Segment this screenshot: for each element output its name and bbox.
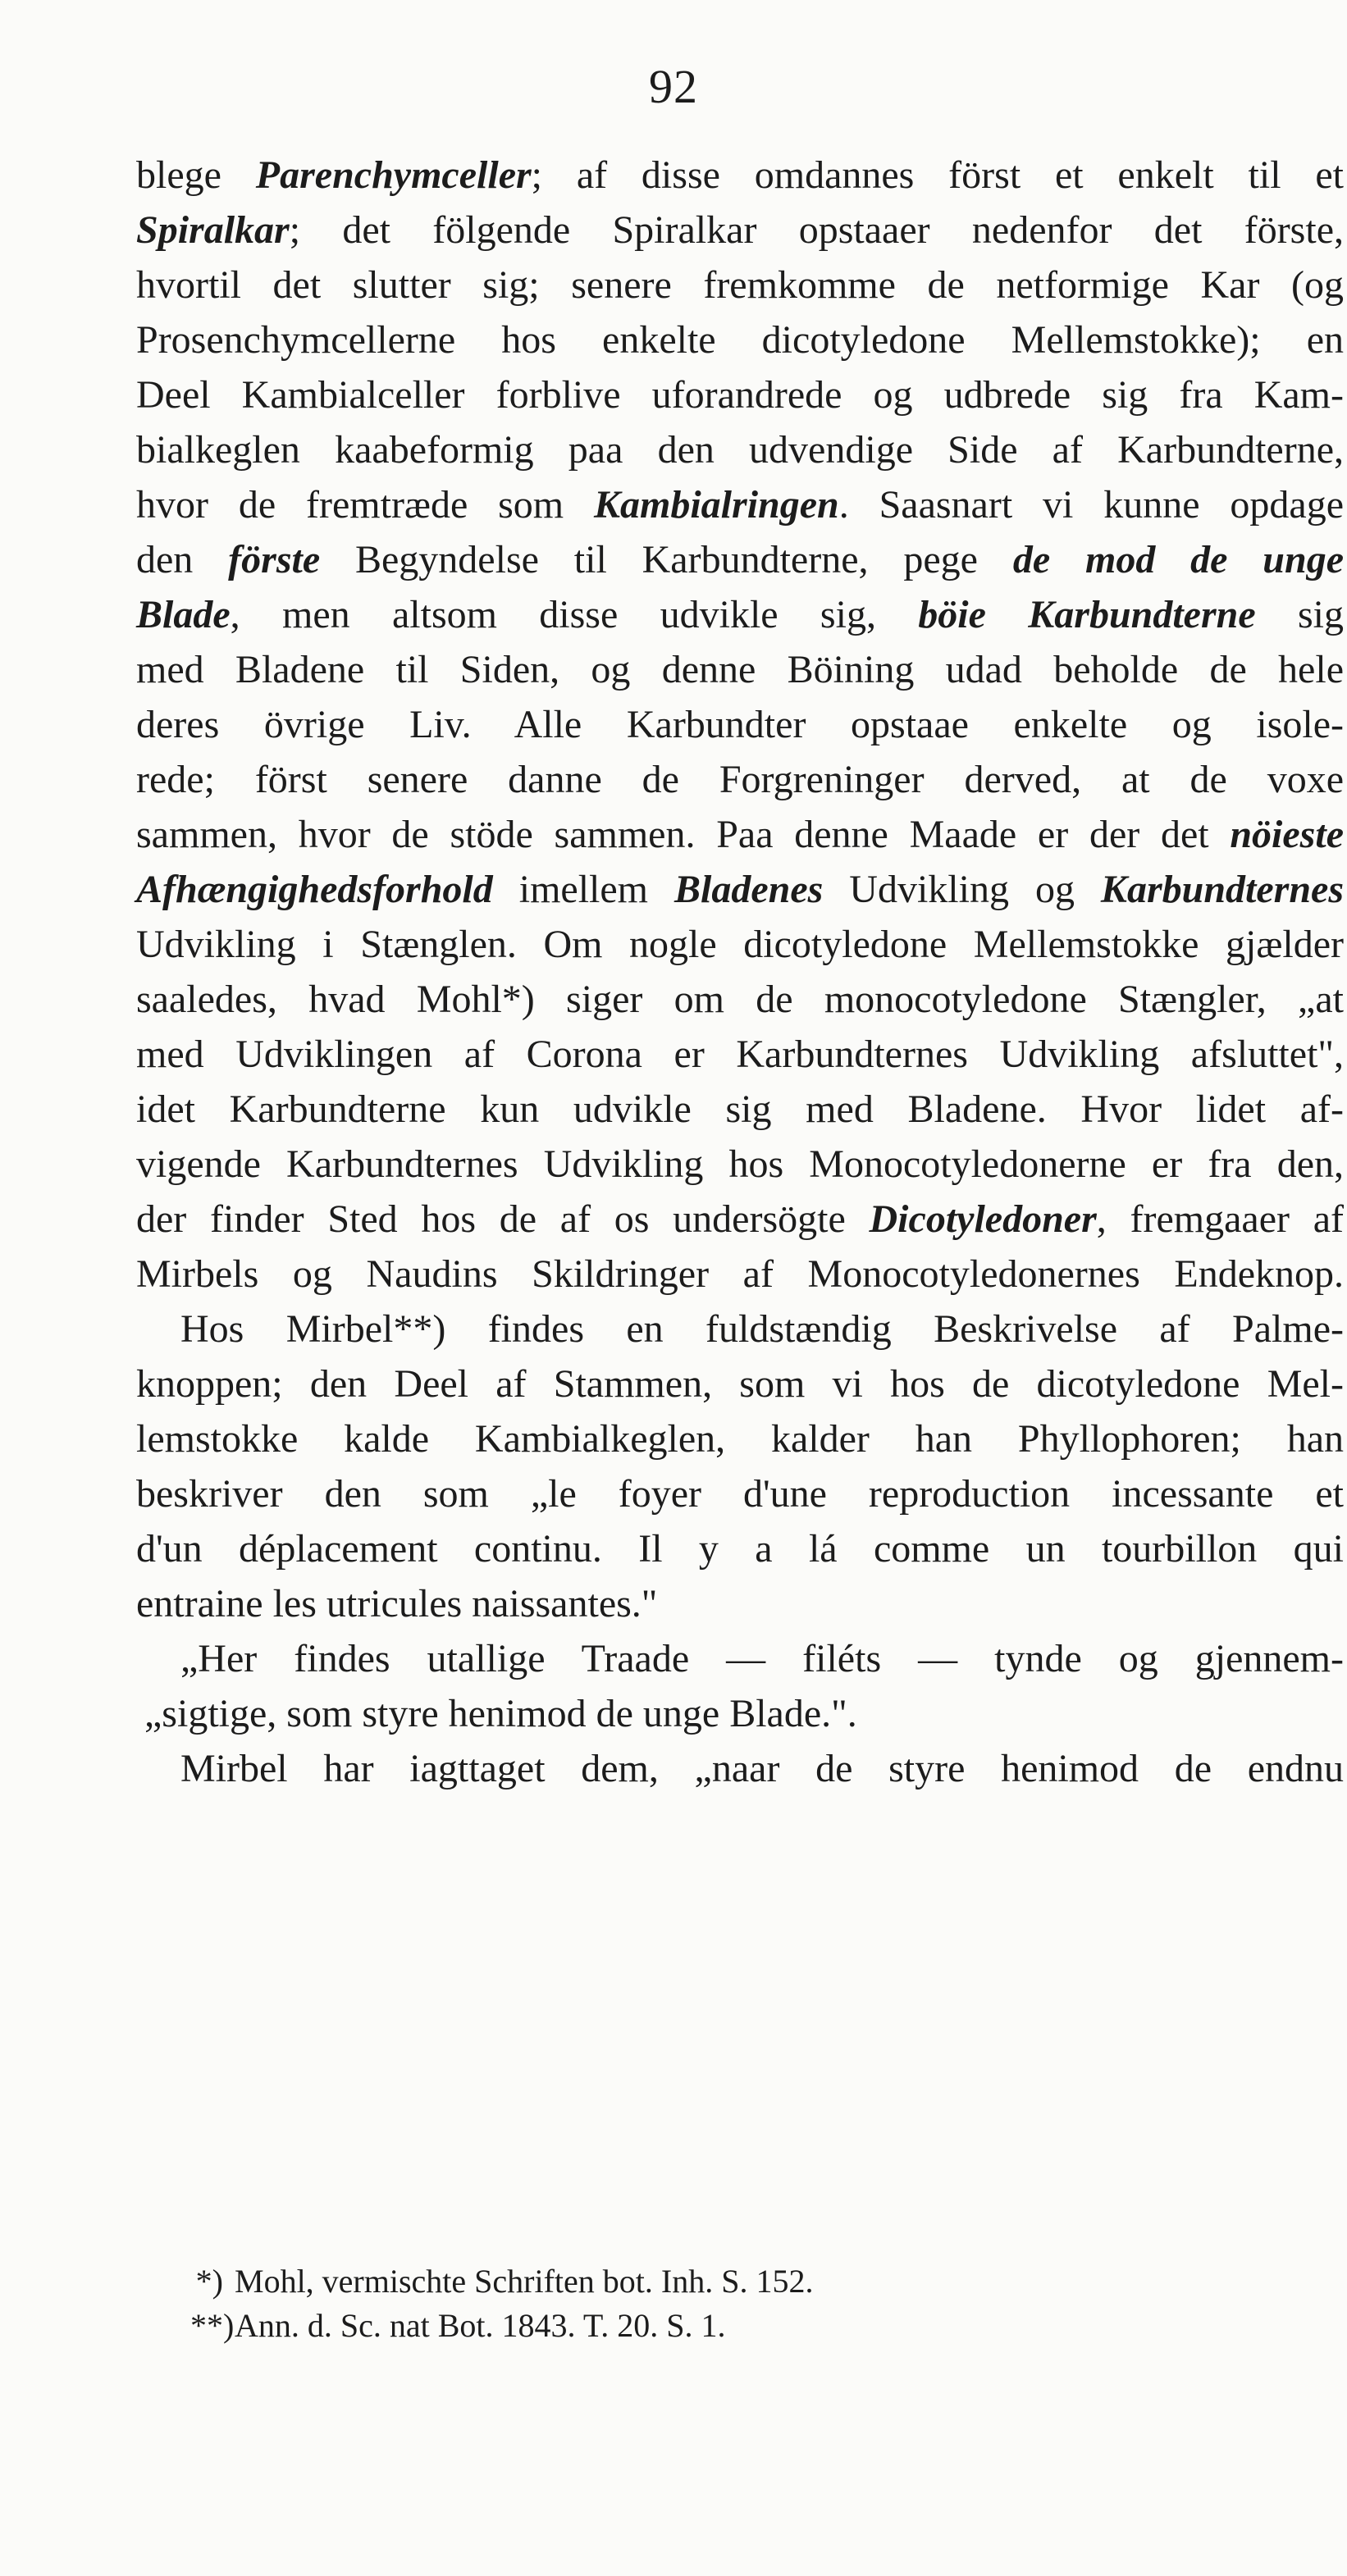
- line-content: „sigtige, som styre henimod de unge Blade.".: [144, 1692, 857, 1735]
- text-line: [136, 807, 1344, 862]
- line-content: „Her findes utallige Traade — filéts — tynde og gjennem-: [180, 1637, 1344, 1680]
- line-content: rede; först senere danne de Forgreninger derved, at de voxe: [136, 758, 1344, 801]
- text-line: [136, 1027, 1344, 1082]
- text-line: [136, 1466, 1344, 1521]
- line-content: hvortil det slutter sig; senere fremkomme de netformige Kar (og: [136, 263, 1344, 307]
- text-line: [136, 1686, 1344, 1741]
- emphasis: Kambialringen: [593, 483, 839, 527]
- emphasis: nöieste: [1230, 813, 1344, 856]
- line-content: d'un déplacement continu. Il y a lá comme un tourbillon qui: [136, 1527, 1344, 1571]
- line-content: med Bladene til Siden, og denne Böining udad beholde de hele: [136, 648, 1344, 691]
- emphasis: Spiralkar: [136, 208, 290, 252]
- text-line: [136, 1521, 1344, 1576]
- line-content: bialkeglen kaabeformig paa den udvendige Side af Karbundterne,: [136, 428, 1344, 472]
- text-line: [136, 752, 1344, 807]
- line-content: entraine les utricules naissantes.": [136, 1582, 658, 1625]
- text-line: [136, 1356, 1344, 1411]
- line-content: Hos Mirbel**) findes en fuldstændig Beskrivelse af Palme-: [180, 1307, 1344, 1351]
- line-content: Prosenchymcellerne hos enkelte dicotyledone Mellemstokke); en: [136, 318, 1344, 362]
- line-content: saaledes, hvad Mohl*) siger om de monocotyledone Stængler, „at: [136, 978, 1344, 1021]
- line-content: der finder Sted hos de af os undersögte Dicotyledoner, fremgaaer af: [136, 1197, 1345, 1241]
- text-line: [136, 203, 1344, 258]
- text-line: [136, 258, 1344, 312]
- footnote: [190, 2304, 1093, 2348]
- text-line: [136, 148, 1344, 203]
- line-content: den förste Begyndelse til Karbundterne, pege de mod de unge: [136, 538, 1345, 581]
- emphasis: förste: [228, 538, 321, 581]
- line-content: Spiralkar; det fölgende Spiralkar opstaaer nedenfor det förste,: [136, 208, 1344, 252]
- text-line: [136, 862, 1344, 917]
- text-line: [136, 312, 1344, 367]
- text-line: [136, 972, 1344, 1027]
- line-content: deres övrige Liv. Alle Karbundter opstaae enkelte og isole-: [136, 703, 1344, 746]
- body-text: [136, 148, 1344, 1796]
- text-line: [136, 422, 1344, 477]
- text-line: [136, 1247, 1344, 1302]
- emphasis: Parenchymceller: [255, 153, 532, 197]
- emphasis: de mod de unge: [1012, 538, 1345, 581]
- line-content: sammen, hvor de stöde sammen. Paa denne Maade er der det nöieste: [136, 813, 1344, 856]
- line-content: vigende Karbundternes Udvikling hos Monocotyledonerne er fra den,: [136, 1142, 1344, 1186]
- text-line: [136, 1741, 1344, 1796]
- line-content: Blade, men altsom disse udvikle sig, böie Karbundterne sig: [136, 593, 1345, 636]
- page-number: 92: [649, 60, 698, 113]
- emphasis: Bladenes: [674, 868, 824, 911]
- line-content: beskriver den som „le foyer d'une reproduction incessante et: [136, 1472, 1344, 1516]
- text-line: [136, 697, 1344, 752]
- footnotes: [190, 2259, 1093, 2348]
- line-content: Afhængighedsforhold imellem Bladenes Udvikling og Karbundternes: [136, 868, 1345, 911]
- text-line: [136, 917, 1344, 972]
- line-content: lemstokke kalde Kambialkeglen, kalder han Phyllophoren; han: [136, 1417, 1344, 1461]
- text-line: [136, 1137, 1344, 1192]
- text-line: [136, 367, 1344, 422]
- footnote-text: Mohl, vermischte Schriften bot. Inh. S. 152.: [235, 2263, 814, 2300]
- emphasis: Karbundternes: [1100, 868, 1345, 911]
- line-content: idet Karbundterne kun udvikle sig med Bladene. Hvor lidet af-: [136, 1087, 1344, 1131]
- emphasis: böie Karbundterne: [918, 593, 1256, 636]
- text-line: [136, 1631, 1344, 1686]
- text-line: [136, 1082, 1344, 1137]
- text-line: [136, 532, 1344, 587]
- line-content: Udvikling i Stænglen. Om nogle dicotyledone Mellemstokke gjælder: [136, 923, 1344, 966]
- line-content: hvor de fremtræde som Kambialringen. Saasnart vi kunne opdage: [136, 483, 1344, 527]
- text-line: [136, 587, 1344, 642]
- line-content: med Udviklingen af Corona er Karbundternes Udvikling afsluttet",: [136, 1033, 1344, 1076]
- text-line: [136, 1411, 1344, 1466]
- emphasis: Afhængighedsforhold: [136, 868, 493, 911]
- line-content: Mirbels og Naudins Skildringer af Monocotyledonernes Endeknop.: [136, 1252, 1344, 1296]
- text-line: [136, 477, 1344, 532]
- line-content: Mirbel har iagttaget dem, „naar de styre henimod de endnu: [180, 1747, 1344, 1790]
- line-content: Deel Kambialceller forblive uforandrede og udbrede sig fra Kam-: [136, 373, 1344, 417]
- emphasis: Blade: [136, 593, 231, 636]
- footnote-mark: *): [195, 2263, 223, 2300]
- footnote: [190, 2259, 1093, 2304]
- text-line: [136, 1192, 1344, 1247]
- line-content: blege Parenchymceller; af disse omdannes först et enkelt til et: [136, 153, 1344, 197]
- emphasis: Dicotyledoner: [869, 1197, 1097, 1241]
- footnote-text: Ann. d. Sc. nat Bot. 1843. T. 20. S. 1.: [235, 2307, 726, 2344]
- line-content: knoppen; den Deel af Stammen, som vi hos de dicotyledone Mel-: [136, 1362, 1344, 1406]
- footnote-mark: **): [190, 2307, 235, 2344]
- text-line: [136, 1576, 1344, 1631]
- text-line: [136, 1302, 1344, 1356]
- text-line: [136, 642, 1344, 697]
